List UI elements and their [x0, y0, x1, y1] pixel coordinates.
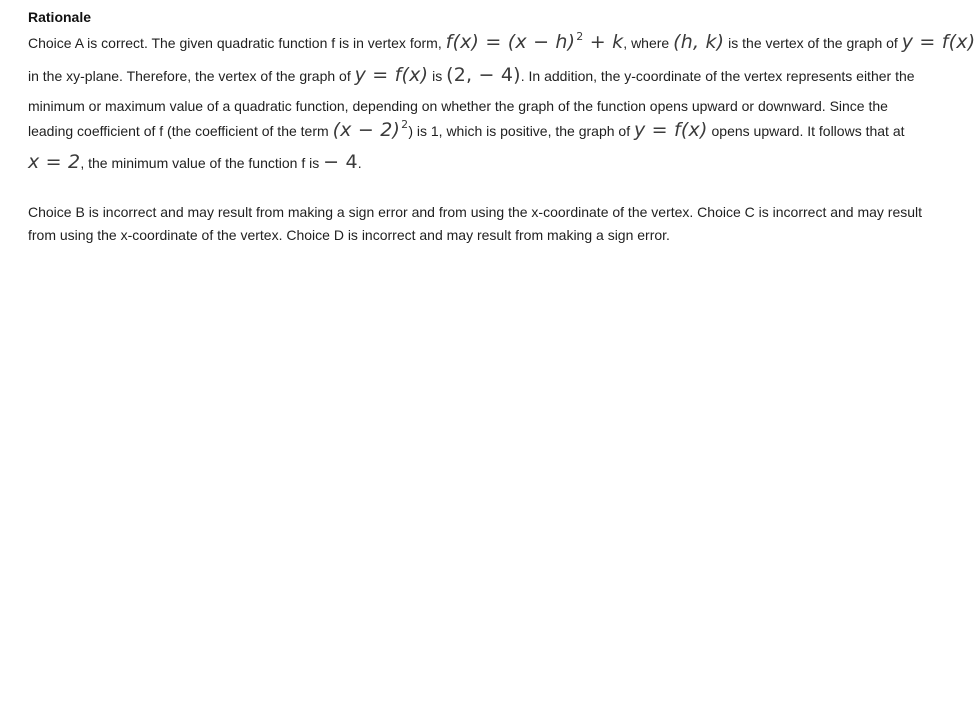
p1-line-4	[28, 119, 905, 141]
vertex-form-equation: f(x) = (x − h)	[445, 31, 576, 53]
p1-text: . In addition, the y-coordinate of the vertex represents either the	[520, 68, 915, 84]
p1-line-5	[28, 151, 362, 173]
y-equals-fx: y = f(x)	[354, 64, 429, 86]
p1-text: is the vertex of the graph of	[724, 35, 902, 51]
vertex-hk: (h, k)	[673, 31, 725, 53]
p1-line-1	[28, 31, 975, 53]
vertex-form-k: + k	[583, 31, 624, 53]
p1-text: in the xy-plane. Therefore, the vertex of the graph of	[28, 68, 355, 84]
exponent: 2	[401, 118, 409, 131]
minimum-value: − 4	[323, 151, 358, 173]
p1-text: ) is 1, which is positive, the graph of	[408, 123, 634, 139]
rationale-heading: Rationale	[28, 9, 92, 25]
y-equals-fx: y = f(x)	[901, 31, 975, 53]
y-equals-fx: y = f(x)	[634, 119, 708, 141]
p1-line-2	[28, 64, 915, 86]
p1-text: is	[428, 68, 447, 84]
p1-text: , the minimum value of the function f is	[80, 155, 324, 171]
p1-text: Choice A is correct. The given quadratic function f is in vertex form,	[28, 35, 446, 51]
p1-text: leading coefficient of f (the coefficient of the term	[28, 123, 333, 139]
p1-text: .	[357, 155, 362, 171]
p1-text: minimum or maximum value of a quadratic function, depending on whether the graph of the function opens upward or downward. Since the	[28, 98, 888, 114]
vertex-value: (2, − 4)	[446, 64, 521, 86]
p1-line-3	[28, 98, 888, 114]
exponent: 2	[576, 30, 584, 43]
p2-line-2	[28, 227, 670, 243]
p2-text: Choice B is incorrect and may result from making a sign error and from using the x-coordinate of the vertex. Choice C is incorrect and may result	[28, 204, 923, 220]
p1-text: , where	[623, 35, 674, 51]
p1-text: opens upward. It follows that at	[707, 123, 905, 139]
x-equals-2: x = 2	[28, 151, 81, 173]
p2-text: from using the x-coordinate of the vertex. Choice D is incorrect and may result from making a sign error.	[28, 227, 670, 243]
term-expression: (x − 2)	[332, 119, 401, 141]
p2-line-1	[28, 204, 922, 220]
